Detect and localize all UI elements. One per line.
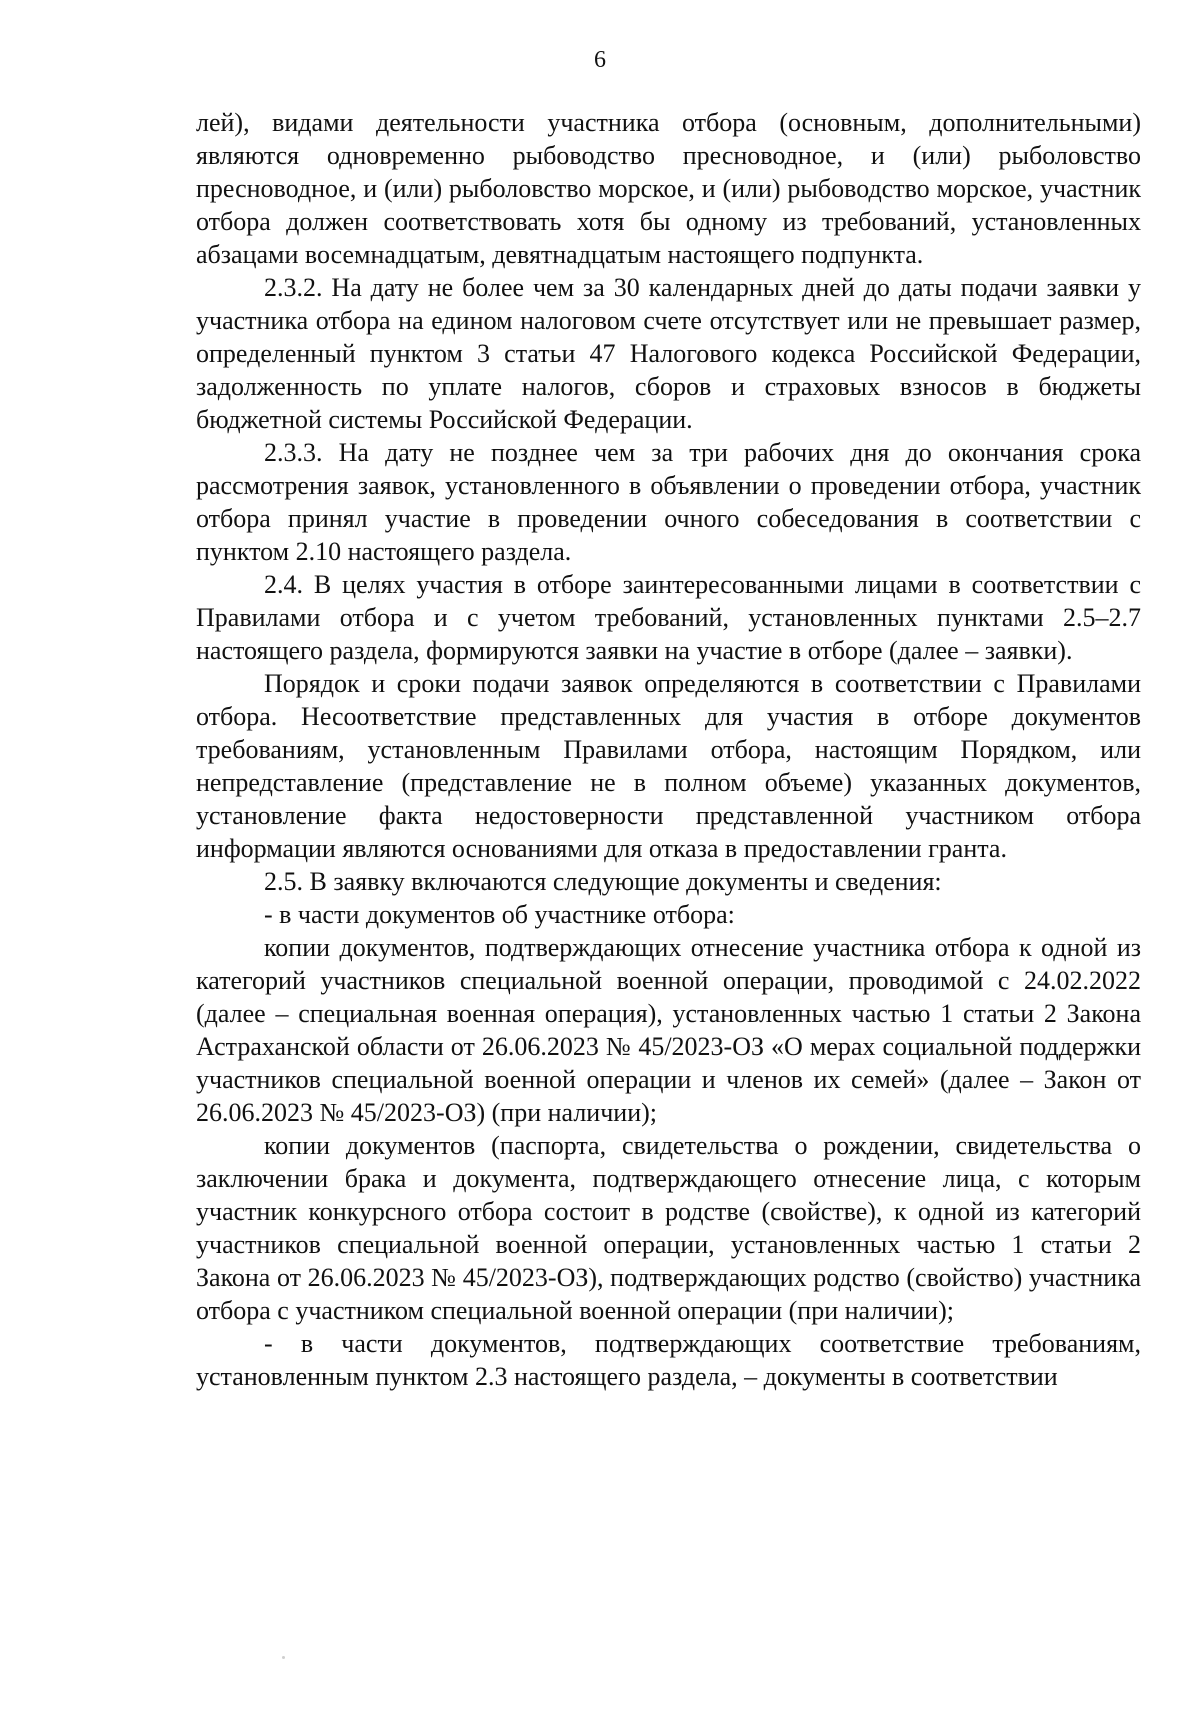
paragraph-kinship-document-copies: копии документов (паспорта, свидетельства о рождении, свидетельства о заключении брака и документа, подтверждающего отнесение лица, с которым участник конкурсного отбора состоит в родстве (свойстве), к одной из категорий участников специальной военной операции, установленных частью 1 статьи 2 Закона от 26.06.2023 № 45/2023-ОЗ), подтверждающих родство (свойство) участника отбора с участником специальной военной операции (при наличии); xyxy=(196,1131,1141,1325)
scan-artifact xyxy=(282,1656,285,1659)
paragraph-2-3-2: 2.3.2. На дату не более чем за 30 календарных дней до даты подачи заявки у участника отбора на едином налоговом счете отсутствует или не превышает размер, определенный пунктом 3 статьи 47 Налогового кодекса Российской Федерации, задолженность по уплате налогов, сборов и страховых взносов в бюджеты бюджетной системы Российской Федерации. xyxy=(196,273,1141,434)
paragraph-2-5: 2.5. В заявку включаются следующие документы и сведения: xyxy=(264,867,942,896)
list-item-participant-documents: - в части документов об участнике отбора: xyxy=(264,900,735,929)
list-item-compliance-documents: - в части документов, подтверждающих соответствие требованиям, установленным пунктом 2.3 настоящего раздела, – документы в соответствии xyxy=(196,1329,1141,1391)
paragraph-2-3-3: 2.3.3. На дату не позднее чем за три рабочих дня до окончания срока рассмотрения заявок, установленного в объявлении о проведении отбора, участник отбора принял участие в проведении очного собеседования в соответствии с пунктом 2.10 настоящего раздела. xyxy=(196,438,1141,566)
page-number: 6 xyxy=(594,47,606,73)
paragraph-svo-category-copies: копии документов, подтверждающих отнесение участника отбора к одной из категорий участников специальной военной операции, проводимой с 24.02.2022 (далее – специальная военная операция), установленных частью 1 статьи 2 Закона Астраханской области от 26.06.2023 № 45/2023-ОЗ «О мерах социальной поддержки участников специальной военной операции и членов их семей» (далее – Закон от 26.06.2023 № 45/2023-ОЗ) (при наличии); xyxy=(196,933,1141,1127)
paragraph-continuation: лей), видами деятельности участника отбора (основным, дополнительными) являются одновременно рыбоводство пресноводное, и (или) рыболовство пресноводное, и (или) рыболовство морское, и (или) рыбоводство морское, участник отбора должен соответствовать хотя бы одному из требований, установленных абзацами восемнадцатым, девятнадцатым настоящего подпункта. xyxy=(196,108,1141,269)
paragraph-application-procedure: Порядок и сроки подачи заявок определяются в соответствии с Правилами отбора. Несоответствие представленных для участия в отборе документов требованиям, установленным Правилами отбора, настоящим Порядком, или непредставление (представление не в полном объеме) указанных документов, установление факта недостоверности представленной участником отбора информации являются основаниями для отказа в предоставлении гранта. xyxy=(196,669,1141,863)
paragraph-2-4: 2.4. В целях участия в отборе заинтересованными лицами в соответствии с Правилами отбора и с учетом требований, установленных пунктами 2.5–2.7 настоящего раздела, формируются заявки на участие в отборе (далее – заявки). xyxy=(196,570,1141,665)
document-body xyxy=(196,106,1141,1393)
